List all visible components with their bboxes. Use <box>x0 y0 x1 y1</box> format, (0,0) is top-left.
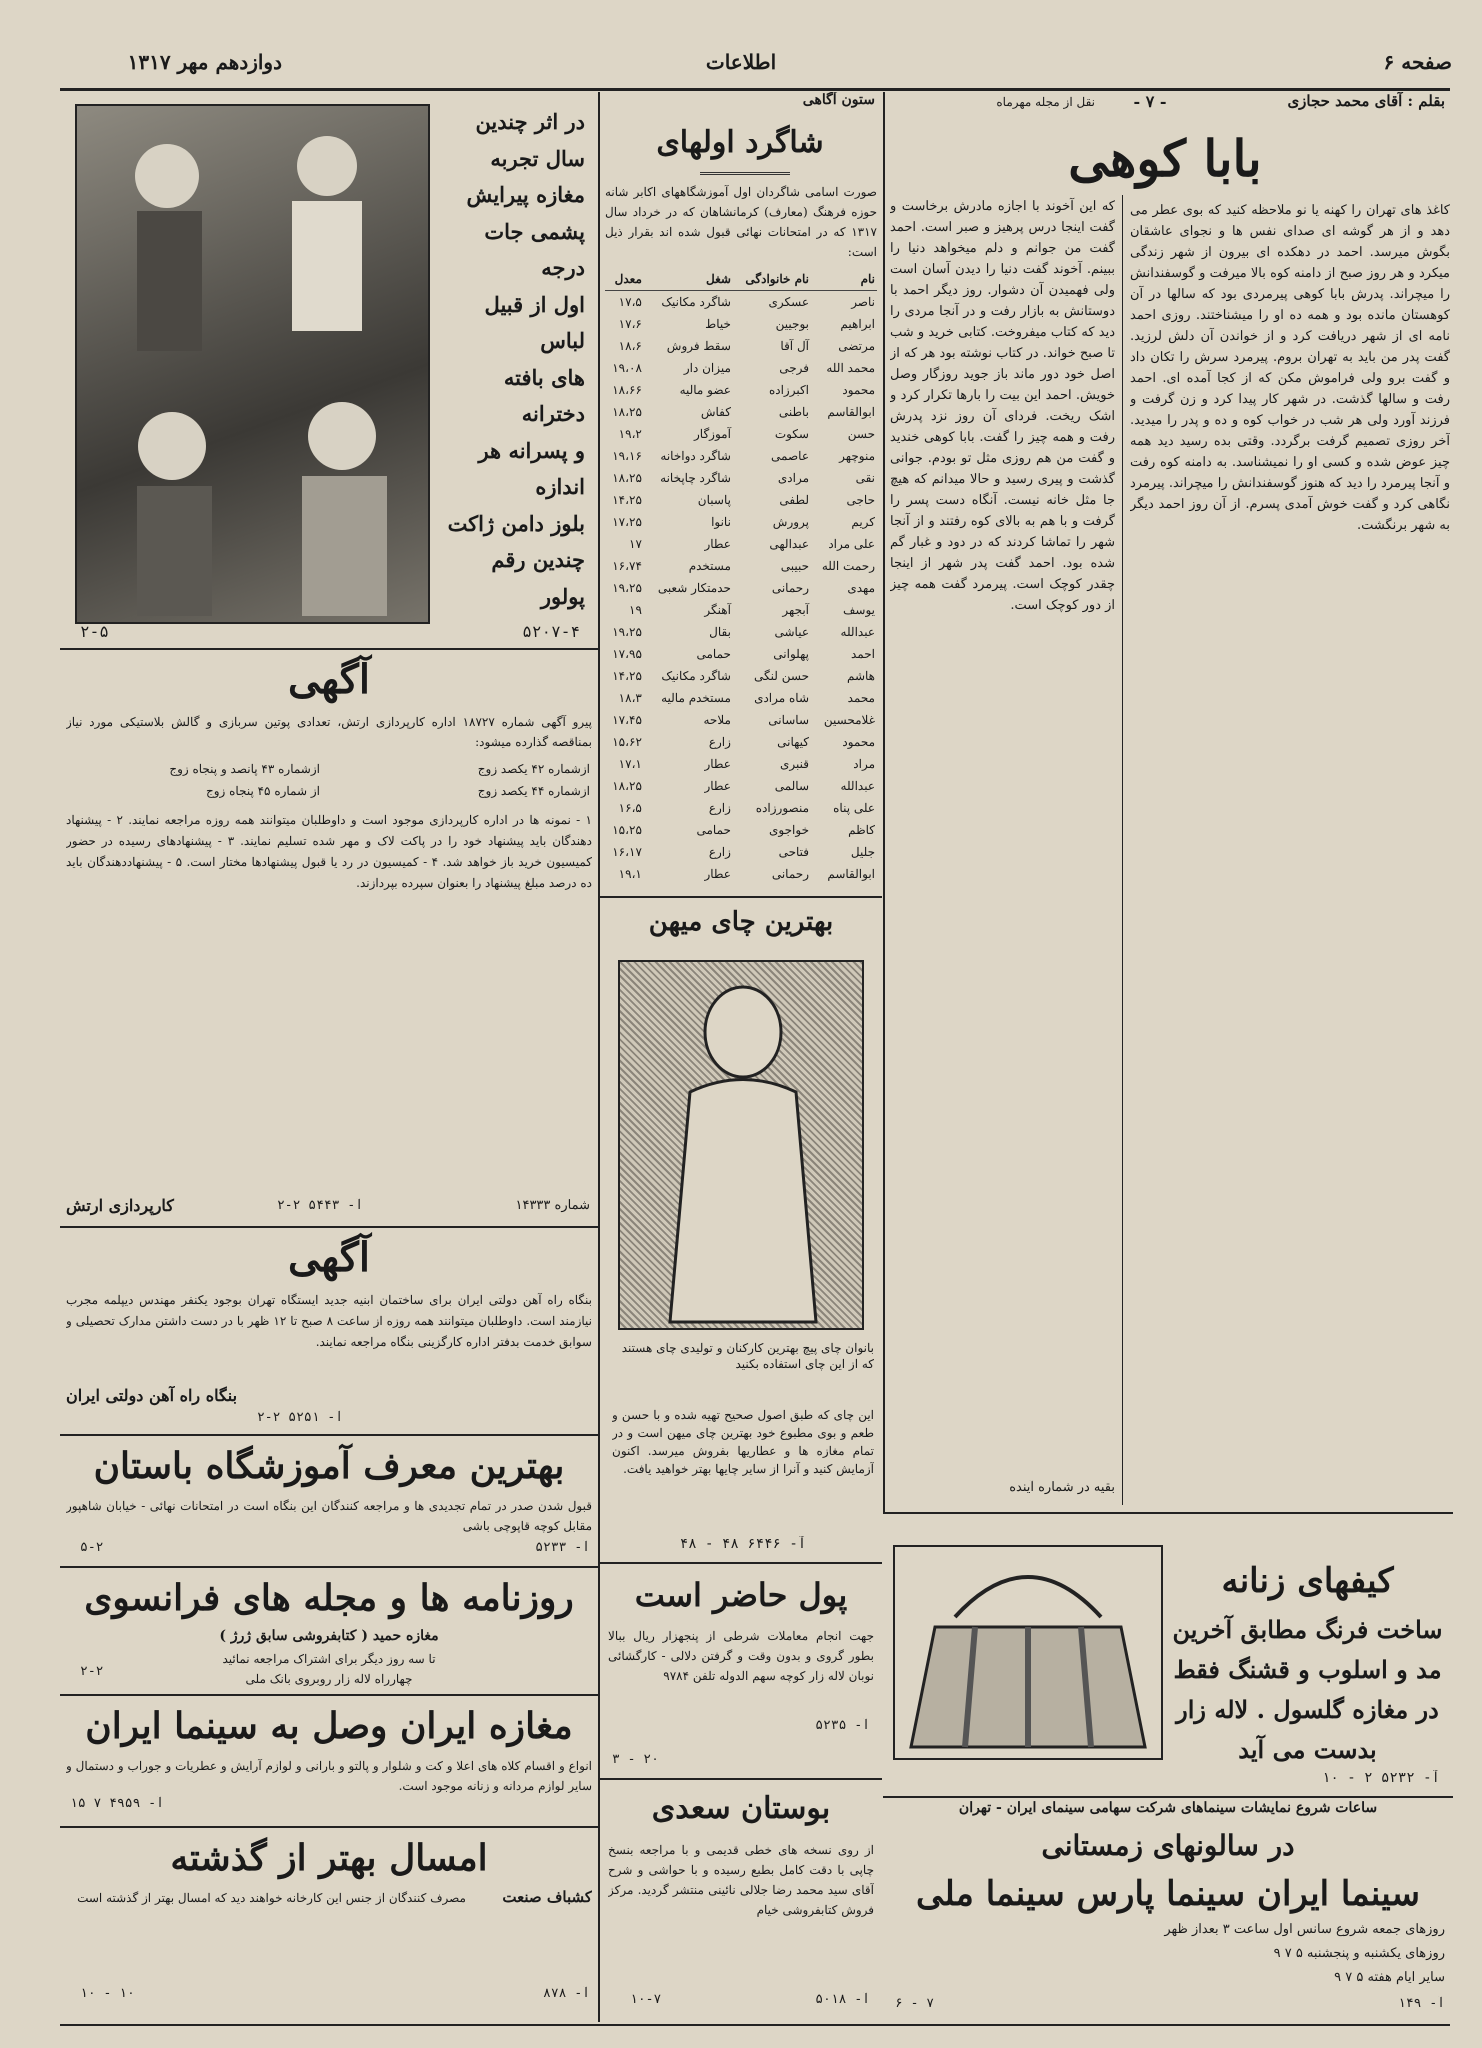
cell-job: شاگرد دواخانه <box>660 449 731 463</box>
ad1-quantities-right <box>340 758 590 806</box>
clothing-line: سال تجربه <box>490 145 585 171</box>
cell-job: عطار <box>704 757 731 771</box>
article-title: بابا کوهی <box>1068 129 1262 188</box>
section-rule <box>60 1826 598 1828</box>
cell-family: عسکری <box>768 295 809 309</box>
table-row <box>605 797 877 819</box>
table-row <box>605 423 877 445</box>
french-ad-title: روزنامه ها و مجله های فرانسوی <box>84 1577 574 1619</box>
column-rule <box>883 92 885 1512</box>
cell-family: رحمانی <box>771 581 809 595</box>
cell-job: خیاط <box>705 317 731 331</box>
cell-job: شاگرد چاپخانه <box>660 471 731 485</box>
cell-job: مستخدم مالیه <box>661 691 731 705</box>
cinema-code: آ- ۱۴۹ <box>1398 1996 1445 2011</box>
cell-family: فرجی <box>779 361 809 375</box>
cell-family: بوجیین <box>775 317 809 331</box>
cell-job: حمامی <box>696 647 731 661</box>
bags-line-2: مد و اسلوب و قشنگ فقط <box>1173 1655 1442 1684</box>
cell-grade: ۱۶،۷۴ <box>612 559 642 573</box>
header-grade: معدل <box>605 268 644 291</box>
cell-family: باطنی <box>778 405 809 419</box>
cell-job: عطار <box>704 867 731 881</box>
tea-ad-code: آ- ۶۴۴۶ ۴۸ - ۴۸ <box>679 1536 807 1552</box>
cell-grade: ۱۸،۶ <box>618 339 642 353</box>
cinema-title: سینما ایران سینما پارس سینما ملی <box>916 1874 1420 1914</box>
section-rule <box>883 1512 1453 1514</box>
cell-family: فتاحی <box>778 845 809 859</box>
better-ad-code: آ- ۸۷۸ <box>543 1986 590 2001</box>
cell-name: احمد <box>851 647 875 661</box>
cell-family: پرورش <box>772 515 809 529</box>
column-rule <box>1122 195 1123 1505</box>
table-row <box>605 335 877 357</box>
cell-name: عبدالله <box>840 625 875 639</box>
cell-name: جلیل <box>850 845 875 859</box>
cell-job: زارع <box>708 845 731 859</box>
table-row <box>605 467 877 489</box>
cell-grade: ۱۷،۱ <box>618 757 642 771</box>
better-ad-code2: ۱۰ - ۱۰ <box>80 1986 135 2001</box>
handbag-illustration <box>893 1545 1163 1760</box>
saadi-ad-code: آ- ۵۰۱۸ <box>815 1992 870 2007</box>
school-ad-title: بهترین معرف آموزشگاه باستان <box>93 1445 565 1487</box>
section-rule <box>883 1796 1453 1798</box>
ad1-body: ۱ - نمونه ها در اداره کارپردازی موجود است و داوطلبان میتوانند همه روزه مراجعه نمایند. ۲ - پیشنهاد دهندگان باید پیشنهاد خود را در پاکت لاک و مهر شده تسلیم نمایند. ۳ - پیشنهادهای رسیده در حضور کمیسیون خرید باز خواهد شد. ۴ - کمیسیون در رد یا قبول پیشنهادها مختار است. ۵ - پیشنهاددهندگان باید ده درصد مبلغ پیشنهاد را بعنوان سپرده بپردازند. <box>66 813 592 890</box>
money-ad-code: آ- ۵۲۳۵ <box>815 1718 870 1733</box>
table-row <box>605 863 877 885</box>
table-row <box>605 731 877 753</box>
cell-job: نانوا <box>711 515 731 529</box>
cell-name: منوچهر <box>839 449 875 463</box>
cell-grade: ۱۸،۳ <box>618 691 642 705</box>
table-row <box>605 775 877 797</box>
ad1-intro: پیرو آگهی شماره ۱۸۷۲۷ اداره کارپردازی ارتش، تعدادی پوتین سربازی و گالش بلاستیکی مورد نیاز بمناقصه گذارده میشود: <box>66 715 592 749</box>
cell-job: حدمتکار شعبی <box>657 581 731 595</box>
cell-grade: ۱۸،۶۶ <box>612 383 642 397</box>
cell-grade: ۱۷،۶ <box>618 317 642 331</box>
cell-job: میزان دار <box>683 361 731 375</box>
ad1-number: شماره ۱۴۳۳۳ <box>515 1198 590 1213</box>
cell-grade: ۱۹،۱ <box>618 867 642 881</box>
cell-job: آموزگار <box>694 427 731 441</box>
clothing-ad-lines <box>440 104 585 619</box>
table-row <box>605 599 877 621</box>
clothing-line: در اثر چندین <box>475 109 585 134</box>
cell-job: زارع <box>708 801 731 815</box>
students-table-wrap <box>605 268 877 893</box>
header-job: شغل <box>644 268 733 291</box>
cell-name: هاشم <box>846 669 875 683</box>
table-row <box>605 555 877 577</box>
cell-family: اکبرزاده <box>768 383 809 397</box>
tea-ad-text: این چای که طبق اصول صحیح تهیه شده و با حسن و طعم و بوی مطبوع خود بهترین چای میهن است و در تمام مغازه ها و عطاریها بفروش میرسد. اکنون آزمایش کنید و آنرا از ساير چايها بهتر خواهید یافت. <box>612 1408 874 1476</box>
cell-name: غلامحسین <box>823 713 875 727</box>
table-row <box>605 709 877 731</box>
cell-name: مراد <box>853 757 875 771</box>
section-rule <box>600 1562 882 1564</box>
children-photo <box>75 104 430 624</box>
cell-grade: ۱۷،۹۵ <box>612 647 642 661</box>
table-row <box>605 687 877 709</box>
cell-family: پهلوانی <box>773 647 809 661</box>
french-ad-line2: تا سه روز دیگر برای اشتراک مراجعه نمائید <box>222 1652 436 1666</box>
bags-ad-title: کیفهای زنانه <box>1221 1561 1394 1601</box>
french-ad-code: ۲-۲ <box>80 1664 104 1679</box>
cell-job: کفاش <box>700 405 731 419</box>
table-row <box>605 379 877 401</box>
cell-name: کریم <box>851 515 875 529</box>
page-number: صفحه ۶ <box>1383 50 1452 74</box>
ad1-org: کارپردازی ارتش <box>66 1196 174 1215</box>
money-ad-code2: ۳ - ۲۰ <box>612 1752 659 1767</box>
cell-grade: ۱۵،۲۵ <box>612 823 642 837</box>
table-row <box>605 643 877 665</box>
cell-name: ابوالقاسم <box>827 405 875 419</box>
ad2-code: آ- ۵۲۵۱ ۲-۲ <box>256 1410 344 1425</box>
children-figures-icon <box>77 106 430 624</box>
cell-grade: ۱۶،۵ <box>618 801 642 815</box>
cinema-sched2: روزهای یکشنبه و پنجشنبه ۵ ۷ ۹ <box>1273 1946 1445 1961</box>
clothing-line: مغازه پیرایش <box>466 182 585 207</box>
cell-job: ملاحه <box>703 713 731 727</box>
article-continued: بقیه در شماره آینده <box>1009 1480 1115 1495</box>
header-name: نام <box>811 268 877 291</box>
table-row <box>605 753 877 775</box>
clothing-ad-code2: ۲-۵ <box>80 622 109 641</box>
cell-grade: ۱۹،۲۵ <box>612 625 642 639</box>
cell-family: خواجوی <box>769 823 809 837</box>
french-ad-line1: مغازه حمید ( کتابفروشی سابق ژرژ ) <box>219 1628 439 1644</box>
students-table <box>605 268 877 885</box>
cell-name: محمد <box>847 691 875 705</box>
bags-line-4: بدست می آید <box>1238 1735 1377 1764</box>
clothing-line: و پسرانه هر اندازه <box>478 437 585 499</box>
cell-job: عطار <box>704 537 731 551</box>
clothing-line <box>440 615 585 619</box>
cell-grade: ۱۹ <box>629 603 642 617</box>
cell-job: بقال <box>709 625 731 639</box>
cell-name: محمد الله <box>826 361 875 375</box>
cell-family: حبیبی <box>780 559 809 573</box>
cinema-sched1: روزهای جمعه شروع سانس اول ساعت ۳ بعداز ظهر <box>1164 1922 1445 1937</box>
better-ad-title: امسال بهتر از گذشته <box>170 1837 488 1879</box>
cinema-top: ساعات شروع نمایشات سینماهای شرکت سهامی سینمای ایران - تهران <box>958 1800 1378 1816</box>
table-row <box>605 841 877 863</box>
table-row <box>605 401 877 423</box>
clothing-line: چندین رقم پولور <box>491 547 585 609</box>
section-rule <box>600 1778 882 1780</box>
saadi-ad-title: بوستان سعدی <box>651 1791 831 1826</box>
money-ad-title: پول حاضر است <box>634 1576 848 1614</box>
cell-name: مرتضی <box>838 339 875 353</box>
table-row <box>605 511 877 533</box>
issue-date: دوازدهم مهر ۱۳۱۷ <box>127 50 282 74</box>
iran-shop-code: آ- ۴۹۵۹ ۷ ۱۵ <box>70 1796 164 1811</box>
cell-family: منصورزاده <box>755 801 809 815</box>
school-ad-code2: ۵-۲ <box>80 1540 104 1555</box>
ad1-qty-d: از شماره ۴۵ پنجاه زوج <box>205 784 320 798</box>
cell-job: سقط فروش <box>666 339 731 353</box>
cell-family: شاه مرادی <box>754 691 809 705</box>
cell-grade: ۱۹،۲ <box>618 427 642 441</box>
cell-family: آبجهر <box>782 603 809 617</box>
cell-name: یوسف <box>842 603 875 617</box>
iran-shop-text: انواع و اقسام کلاه های اعلا و کت و شلوار و پالتو و بارانی و لوازم آرایش و عطریات و جوراب و دستمال و سایر لوازم مردانه و زنانه موجود است. <box>66 1759 592 1793</box>
ad1-qty-b: ازشماره ۴۳ پانصد و پنجاه زوج <box>169 762 320 776</box>
ad1-title: آگهی <box>288 656 370 703</box>
cell-name: نقی <box>855 471 875 485</box>
table-row <box>605 291 877 314</box>
cell-family: سالمی <box>774 779 809 793</box>
cell-grade: ۱۹،۰۸ <box>612 361 642 375</box>
section-rule <box>60 1434 598 1436</box>
cell-grade: ۱۵،۶۲ <box>612 735 642 749</box>
cell-job: شاگرد مکانیک <box>661 669 731 683</box>
cell-grade: ۱۸،۲۵ <box>612 471 642 485</box>
cell-name: محمود <box>842 735 875 749</box>
cell-family: عبدالهی <box>769 537 809 551</box>
cell-job: عضو ماليه <box>679 383 731 397</box>
handbag-icon <box>895 1547 1161 1758</box>
cell-grade: ۱۹،۲۵ <box>612 581 642 595</box>
cell-family: ساسانی <box>768 713 809 727</box>
cell-grade: ۱۴،۲۵ <box>612 669 642 683</box>
bottom-rule <box>60 2024 1450 2026</box>
cell-name: رحمت الله <box>821 559 875 573</box>
cell-name: ابراهیم <box>840 317 875 331</box>
ad2-org: بنگاه راه آهن دولتی ایران <box>66 1386 238 1405</box>
cell-name: حاجی <box>846 493 875 507</box>
cell-grade: ۱۴،۲۵ <box>612 493 642 507</box>
better-ad-text: مصرف کنندگان از جنس این کارخانه خواهند دید که امسال بهتر از گذشته است <box>77 1891 466 1905</box>
cell-job: پاسبان <box>697 493 731 507</box>
tea-caption: بانوان چای پیچ بهترین کارکنان و تولیدی چای هستند که از این چای استفاده بکنید <box>621 1341 874 1371</box>
french-ad-line3: چهارراه لاله زار روبروی بانک ملی <box>245 1672 413 1686</box>
cell-grade: ۱۸،۲۵ <box>612 779 642 793</box>
clothing-line: های بافته دخترانه <box>503 364 585 426</box>
bags-ad-code: آ- ۵۲۳۲ ۲ - ۱۰ <box>1321 1770 1440 1786</box>
cell-grade: ۱۹،۱۶ <box>612 449 642 463</box>
table-row <box>605 621 877 643</box>
section-rule <box>600 896 882 898</box>
cell-name: محمود <box>842 383 875 397</box>
cell-grade: ۱۷،۵ <box>618 295 642 309</box>
section-rule <box>60 1694 598 1696</box>
table-row <box>605 313 877 335</box>
cell-family: کیهانی <box>777 735 809 749</box>
school-ad-code: آ- ۵۲۳۳ <box>535 1540 590 1555</box>
column-rule <box>598 92 600 2022</box>
cell-job: حمامی <box>696 823 731 837</box>
tea-woman-illustration <box>618 960 864 1330</box>
cell-job: مستخدم <box>688 559 731 573</box>
section-rule <box>60 1226 598 1228</box>
clothing-line: پشمی جات درجه <box>484 218 585 280</box>
title-ornament <box>700 172 790 175</box>
saadi-ad-text: از روی نسخه های خطی قدیمی و با مراجعه بنسخ چاپی با دقت کامل بطبع رسیده و با حواشی و شرح آقای سید محمد رضا جلالی نائینی منتشر گردید. مرکز فروش کتابفروشی خیام <box>608 1843 874 1917</box>
clothing-line: اول از قبیل لباس <box>484 291 585 353</box>
cell-name: مهدی <box>847 581 875 595</box>
column-tag: ستون آگاهی <box>802 92 875 108</box>
cell-grade: ۱۶،۱۷ <box>612 845 642 859</box>
students-title: شاگرد اولهای <box>656 125 824 160</box>
table-row <box>605 489 877 511</box>
cell-family: عاصمی <box>771 449 809 463</box>
table-row <box>605 533 877 555</box>
article-column-1: کاغذ های تهران را کهنه یا نو ملاحظه کنید که بوی عطر می دهد و از هر گوشه ای صدای نفس ها و نجوای عاشقان بگوش میرسد. احمد در دهکده ای بیرون از شهر زندگی میکرد و هر روز صبح از دامنه کوه بالا میرفت و گوسفندانش را میچراند. پدرش بابا کوهی پیرمردی بود که سالها در آن کوهستان مانده بود و همه ده او را میشناختند. روزی احمد نامه ای از شهر دریافت کرد و از خواندن آن دلش لرزید. گفت پدر من باید به تهران بروم. پیرمرد سرش را تکان داد و گفت برو ولی فراموش مکن که از کجا آمده ای. احمد رفت و سالها گذشت. در شهر کار پیدا کرد و زن گرفت و فرزند آورد ولی هر شب در خواب کوه و ده و پدر را میدید. آخر روزی تصمیم گرفت برگردد. وقتی بده رسید دید همه چیز عوض شده و کسی او را نمیشناسد. به دامنه کوه رفت و آنجا پیرمرد را دید که هنوز گوسفندانش را میچراند. پیرمرد نگاهی کرد و گفت خوش آمدی پسرم. از آن روز احمد دیگر به شهر برنگشت. <box>1130 203 1450 533</box>
saadi-ad-code2: ۱۰-۷ <box>630 1992 662 2007</box>
cell-name: علی مراد <box>828 537 875 551</box>
section-rule <box>60 1566 598 1568</box>
clothing-ad-code: ۵۲۰۷-۴ <box>522 622 580 641</box>
cell-grade: ۱۷،۲۵ <box>612 515 642 529</box>
better-ad-brand: کشباف صنعت <box>502 1888 592 1906</box>
cinema-code2: ۶ - ۷ <box>895 1996 935 2011</box>
cell-job: عطار <box>704 779 731 793</box>
cell-family: رحمانی <box>771 867 809 881</box>
byline: بقلم : آقای محمد حجازی <box>1287 92 1445 110</box>
cell-family: مرادی <box>777 471 809 485</box>
page-tag: - ۷ - <box>1133 92 1167 111</box>
clothing-ad-text <box>440 104 585 619</box>
cell-grade: ۱۷ <box>629 537 642 551</box>
cell-family: آل آقا <box>780 339 809 353</box>
bags-line-3: در مغازه گلسول . لاله زار <box>1176 1695 1439 1724</box>
cell-job: زارع <box>708 735 731 749</box>
masthead-rule <box>60 88 1450 91</box>
cell-job: شاگرد مکانیک <box>661 295 731 309</box>
ad1-qty-c: ازشماره ۴۴ یکصد زوج <box>477 784 590 798</box>
ad2-body: بنگاه راه آهن دولتی ایران برای ساختمان ابنیه جدید ایستگاه تهران بوجود یکنفر مهندس دیپلمه مجرب نیازمند است. داوطلبان میتوانند همه روزه از ساعت ۸ صبح تا ۱۲ ظهر با در دست داشتن مدارک تحصیلی و سوابق خدمت بدفتر اداره کارگزینی بنگاه مراجعه نمایند. <box>66 1293 592 1349</box>
school-ad-text: قبول شدن صدر در تمام تجدیدی ها و مراجعه کنندگان این بنگاه است در امتحانات نهائی - خیابان شاهپور مقابل کوچه قاپوچی باشی <box>66 1499 592 1533</box>
students-intro: صورت اسامی شاگردان اول آموزشگاههای اکابر شانه حوزه فرهنگ (معارف) کرمانشاهان که در خرداد سال ۱۳۱۷ که در امتحانات نهائی قبول شده اند بقرار ذیل است: <box>605 185 877 259</box>
cell-family: حسن لنگی <box>754 669 809 683</box>
tea-ad-title: بهترین چای میهن <box>648 907 834 937</box>
newspaper-name: اطلاعات <box>705 50 777 74</box>
article-column-2: که این آخوند با اجازه مادرش برخاست و گفت اینجا درس پرهیز و صبر است. احمد گفت من جوانم و دلم میخواهد دنیا را ببینم. آخوند گفت دنیا را دیدن آسان است ولی فهمیدن آن دشوار. روز دیگر احمد با دوستانش به بازار رفت و در آنجا مردی را دید که کتاب میفروخت. کتابی خرید و شب تا صبح خواند. در کتاب نوشته بود هر که از اصل خود دور ماند باز جوید روزگار وصل خویش. احمد این بیت را بارها تکرار کرد و اشک ریخت. فردای آن روز نزد پدرش رفت و همه چیز را گفت. بابا کوهی خندید و گفت من هم روزی مثل تو بودم. جوانی گذشت و پیری رسید و حالا میدانم که هیچ جا مثل خانه نیست. آنگاه دست پسر را گرفت و با هم به بالای کوه رفتند و از آنجا شهر را تماشا کردند که در دود و غبار گم شده بود. احمد گفت پدر شهر از اینجا چقدر کوچک است. پیرمرد گفت همه چیز از دور کوچک است. <box>890 199 1115 613</box>
woman-figure-icon <box>620 962 864 1330</box>
table-row <box>605 577 877 599</box>
cell-job: آهنگر <box>704 603 731 617</box>
clothing-line: بلوز دامن ژاکت <box>447 510 585 536</box>
iran-shop-title: مغازه ایران وصل به سینما ایران <box>85 1705 573 1747</box>
section-rule <box>60 648 598 650</box>
cell-name: علی پناه <box>833 801 875 815</box>
cinema-sub: در سالونهای زمستانی <box>1041 1829 1295 1862</box>
ad1-quantities-left <box>70 758 320 806</box>
cell-family: لطفی <box>779 493 809 507</box>
cell-grade: ۱۸،۲۵ <box>612 405 642 419</box>
table-row <box>605 819 877 841</box>
cell-name: ابوالقاسم <box>827 867 875 881</box>
reprint-note: نقل از مجله مهرماه <box>996 95 1095 109</box>
cell-family: عیاشی <box>774 625 809 639</box>
table-row <box>605 357 877 379</box>
ad2-title: آگهی <box>288 1234 370 1281</box>
ad1-qty-a: ازشماره ۴۲ یکصد زوج <box>477 762 590 776</box>
cell-name: حسن <box>847 427 875 441</box>
table-row <box>605 445 877 467</box>
table-row <box>605 665 877 687</box>
cell-name: عبدالله <box>840 779 875 793</box>
cell-family: قنبری <box>780 757 809 771</box>
header-family: نام خانوادگی <box>733 268 811 291</box>
ad1-code: آ- ۵۴۴۳ ۲-۲ <box>276 1198 364 1213</box>
cell-grade: ۱۷،۴۵ <box>612 713 642 727</box>
bags-ad-lines <box>1170 1610 1445 1770</box>
cell-name: کاظم <box>848 823 875 837</box>
bags-line-1: ساخت فرنگ مطابق آخرین <box>1172 1615 1443 1644</box>
cell-family: سکوت <box>774 427 809 441</box>
money-ad-text: جهت انجام معاملات شرطی از پنجهزار ریال ببالا بطور گروی و بدون وقت و گرفتن دلالی - کارگشائی نوبان لاله زار کوچه سهم الدوله تلفن ۹۷۸۴ <box>608 1629 874 1683</box>
cell-name: ناصر <box>851 295 875 309</box>
table-header-row <box>605 268 877 291</box>
cinema-sched3: سایر ایام هفته ۵ ۷ ۹ <box>1334 1970 1445 1985</box>
